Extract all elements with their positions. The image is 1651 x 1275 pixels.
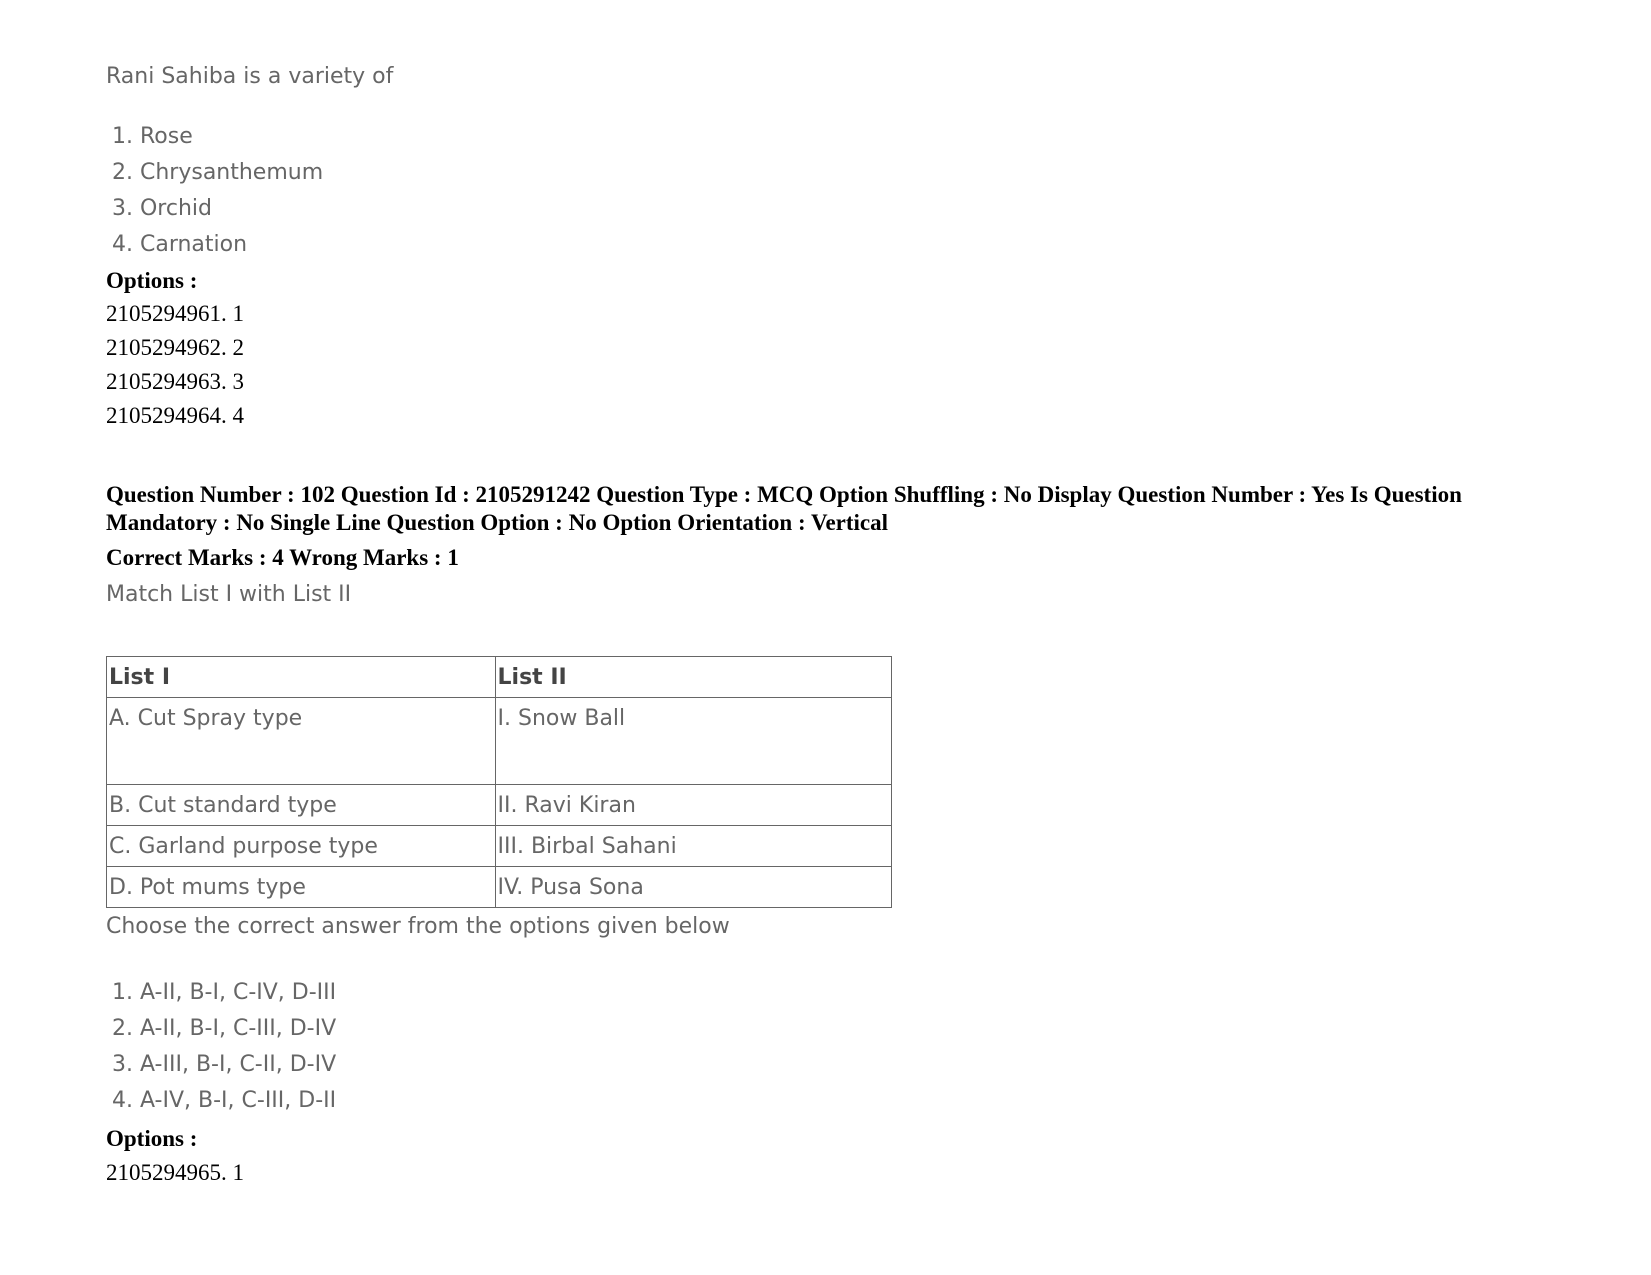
table-cell: A. Cut Spray type bbox=[107, 698, 496, 785]
q1-option-4: 2105294964. 4 bbox=[106, 403, 244, 428]
table-cell: II. Ravi Kiran bbox=[495, 785, 891, 826]
table-header: List I bbox=[107, 657, 496, 698]
q2-choice-4: 4. A-IV, B-I, C-III, D-II bbox=[112, 1088, 337, 1113]
match-table bbox=[106, 656, 892, 908]
q1-choice-1: 1. Rose bbox=[112, 124, 193, 149]
q1-options-label: Options : bbox=[106, 268, 198, 293]
table-cell: D. Pot mums type bbox=[107, 867, 496, 908]
table-row bbox=[107, 867, 892, 908]
q1-choice-3: 3. Orchid bbox=[112, 196, 212, 221]
question-2-text: Match List I with List II bbox=[106, 582, 352, 607]
table-cell: III. Birbal Sahani bbox=[495, 826, 891, 867]
q2-meta: Question Number : 102 Question Id : 2105291242 Question Type : MCQ Option Shuffling : No Display Question Number : Yes Is Question Mandatory : No Single Line Question Option : No Option Orientation : Vertical bbox=[106, 482, 1462, 535]
q1-option-1: 2105294961. 1 bbox=[106, 301, 244, 326]
table-cell: IV. Pusa Sona bbox=[495, 867, 891, 908]
table-cell: B. Cut standard type bbox=[107, 785, 496, 826]
question-1-text: Rani Sahiba is a variety of bbox=[106, 64, 394, 89]
q2-instruction: Choose the correct answer from the options given below bbox=[106, 914, 730, 939]
table-cell: C. Garland purpose type bbox=[107, 826, 496, 867]
q1-option-2: 2105294962. 2 bbox=[106, 335, 244, 360]
table-row bbox=[107, 826, 892, 867]
q2-marks: Correct Marks : 4 Wrong Marks : 1 bbox=[106, 545, 459, 570]
table-header: List II bbox=[495, 657, 891, 698]
table-row bbox=[107, 785, 892, 826]
q2-choice-3: 3. A-III, B-I, C-II, D-IV bbox=[112, 1052, 337, 1077]
q1-choice-4: 4. Carnation bbox=[112, 232, 248, 257]
table-header-row bbox=[107, 657, 892, 698]
table-row bbox=[107, 698, 892, 785]
q2-choice-1: 1. A-II, B-I, C-IV, D-III bbox=[112, 980, 337, 1005]
q2-options-label: Options : bbox=[106, 1126, 198, 1151]
q2-option-1: 2105294965. 1 bbox=[106, 1160, 244, 1185]
q1-choice-2: 2. Chrysanthemum bbox=[112, 160, 324, 185]
table-cell: I. Snow Ball bbox=[495, 698, 891, 785]
q2-choice-2: 2. A-II, B-I, C-III, D-IV bbox=[112, 1016, 337, 1041]
q1-option-3: 2105294963. 3 bbox=[106, 369, 244, 394]
